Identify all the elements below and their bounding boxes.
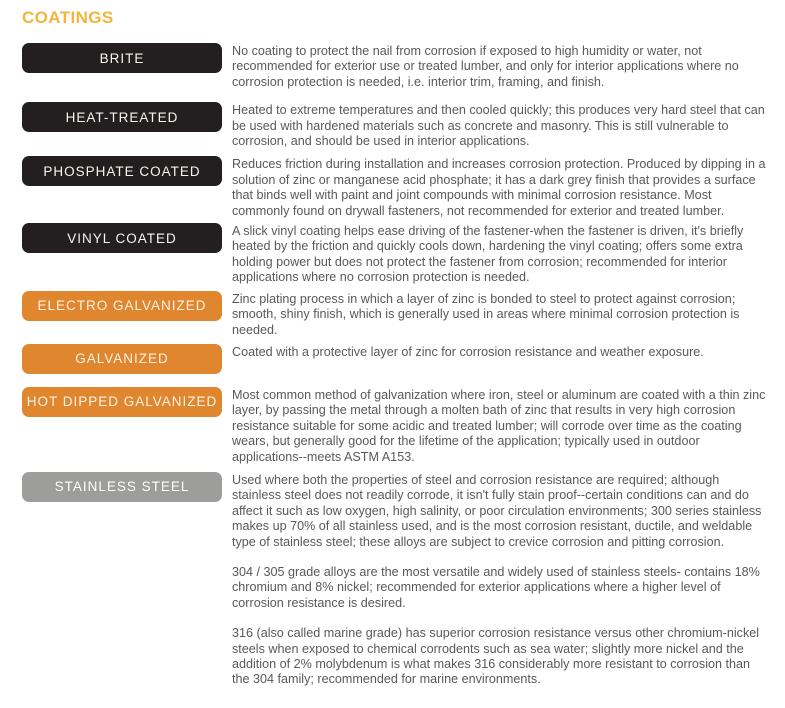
section-vinyl-coated <box>22 223 769 286</box>
description-text: Coated with a protective layer of zinc for corrosion resistance and weather exposure. <box>232 344 704 359</box>
description-text: Reduces friction during installation and increases corrosion protection. Produced by dipping in a solution of zinc or manganese acid phosphate; it has a dark grey finish that provides a surface that binds well with paint and joint compounds with minimal corrosion resistance. Most commonly found on drywall fasteners, not recommended for exterior and treated lumber. <box>232 157 766 218</box>
page-title: COATINGS <box>22 8 114 27</box>
description-phosphate-coated <box>232 156 769 219</box>
section-hot-dipped-galvanized <box>22 387 769 465</box>
description-text: Most common method of galvanization where iron, steel or aluminum are coated with a thin zinc layer, by passing the metal through a molten bath of zinc that results in very high corrosion resistance suitable for some acidic and treated lumber; will corrode over time as the coating wears, but generally good for the lifetime of the application; typically used in outdoor applications--meets ASTM A153. <box>232 387 766 464</box>
badge-vinyl-coated: VINYL COATED <box>22 223 222 253</box>
description-text: No coating to protect the nail from corrosion if exposed to high humidity or water, not recommended for exterior use or treated lumber, and only for interior applications where no corrosion protection is needed, i.e. interior trim, framing, and finish. <box>232 44 739 89</box>
section-stainless-steel <box>22 472 769 688</box>
description-galvanized <box>232 344 769 360</box>
description-text: 316 (also called marine grade) has superior corrosion resistance versus other chromium-nickel steels when exposed to chemical corrodents such as sea water; slightly more nickel and the addition of 2% molybdenum is what makes 316 considerably more resistant to corrosion than the 304 family; recommended for marine environments. <box>232 626 760 687</box>
badge-stainless-steel: STAINLESS STEEL <box>22 472 222 502</box>
section-phosphate-coated <box>22 156 769 219</box>
badge-electro-galvanized: ELECTRO GALVANIZED <box>22 291 222 321</box>
section-electro-galvanized <box>22 291 769 338</box>
description-heat-treated <box>232 102 769 149</box>
description-vinyl-coated <box>232 223 769 286</box>
description-stainless-steel <box>232 472 769 688</box>
badge-heat-treated: HEAT-TREATED <box>22 102 222 132</box>
description-text: Heated to extreme temperatures and then cooled quickly; this produces very hard steel that can be used with hardened materials such as concrete and masonry. This is still vulnerable to corrosion, and should be used in interior applications. <box>232 103 765 149</box>
description-hot-dipped-galvanized <box>232 387 769 465</box>
description-electro-galvanized <box>232 291 769 338</box>
description-text: Zinc plating process in which a layer of zinc is bonded to steel to protect against corrosion; smooth, shiny finish, which is generally used in areas where minimal corrosion protection is needed. <box>232 291 740 337</box>
badge-hot-dipped-galvanized: HOT DIPPED GALVANIZED <box>22 387 222 417</box>
badge-brite: BRITE <box>22 43 222 73</box>
description-text: A slick vinyl coating helps ease driving of the fastener-when the fastener is driven, it's briefly heated by the friction and quickly cools down, hardening the vinyl coating; offers some extra holding power but does not protect the fastener from corrosion; recommended for interior applications where no corrosion protection is needed. <box>232 224 744 285</box>
section-heat-treated <box>22 102 769 149</box>
section-brite <box>22 43 769 90</box>
description-brite <box>232 43 769 90</box>
section-galvanized <box>22 344 769 374</box>
badge-galvanized: GALVANIZED <box>22 344 222 374</box>
description-text: 304 / 305 grade alloys are the most versatile and widely used of stainless steels- contains 18% chromium and 8% nickel; recommended for exterior applications where a higher level of corrosion resistance is desired. <box>232 564 760 610</box>
description-text: Used where both the properties of steel and corrosion resistance are required; although stainless steel does not readily corrode, it isn't fully stain proof--certain conditions can and do affect it such as low oxygen, high salinity, or poor circulation environments; 300 series stainless makes up 70% of all stainless used, and is the most corrosion resistant, ductile, and weldable type of stainless steel; these alloys are subject to crevice corrosion and pitting corrosion. <box>232 472 762 549</box>
badge-phosphate-coated: PHOSPHATE COATED <box>22 156 222 186</box>
